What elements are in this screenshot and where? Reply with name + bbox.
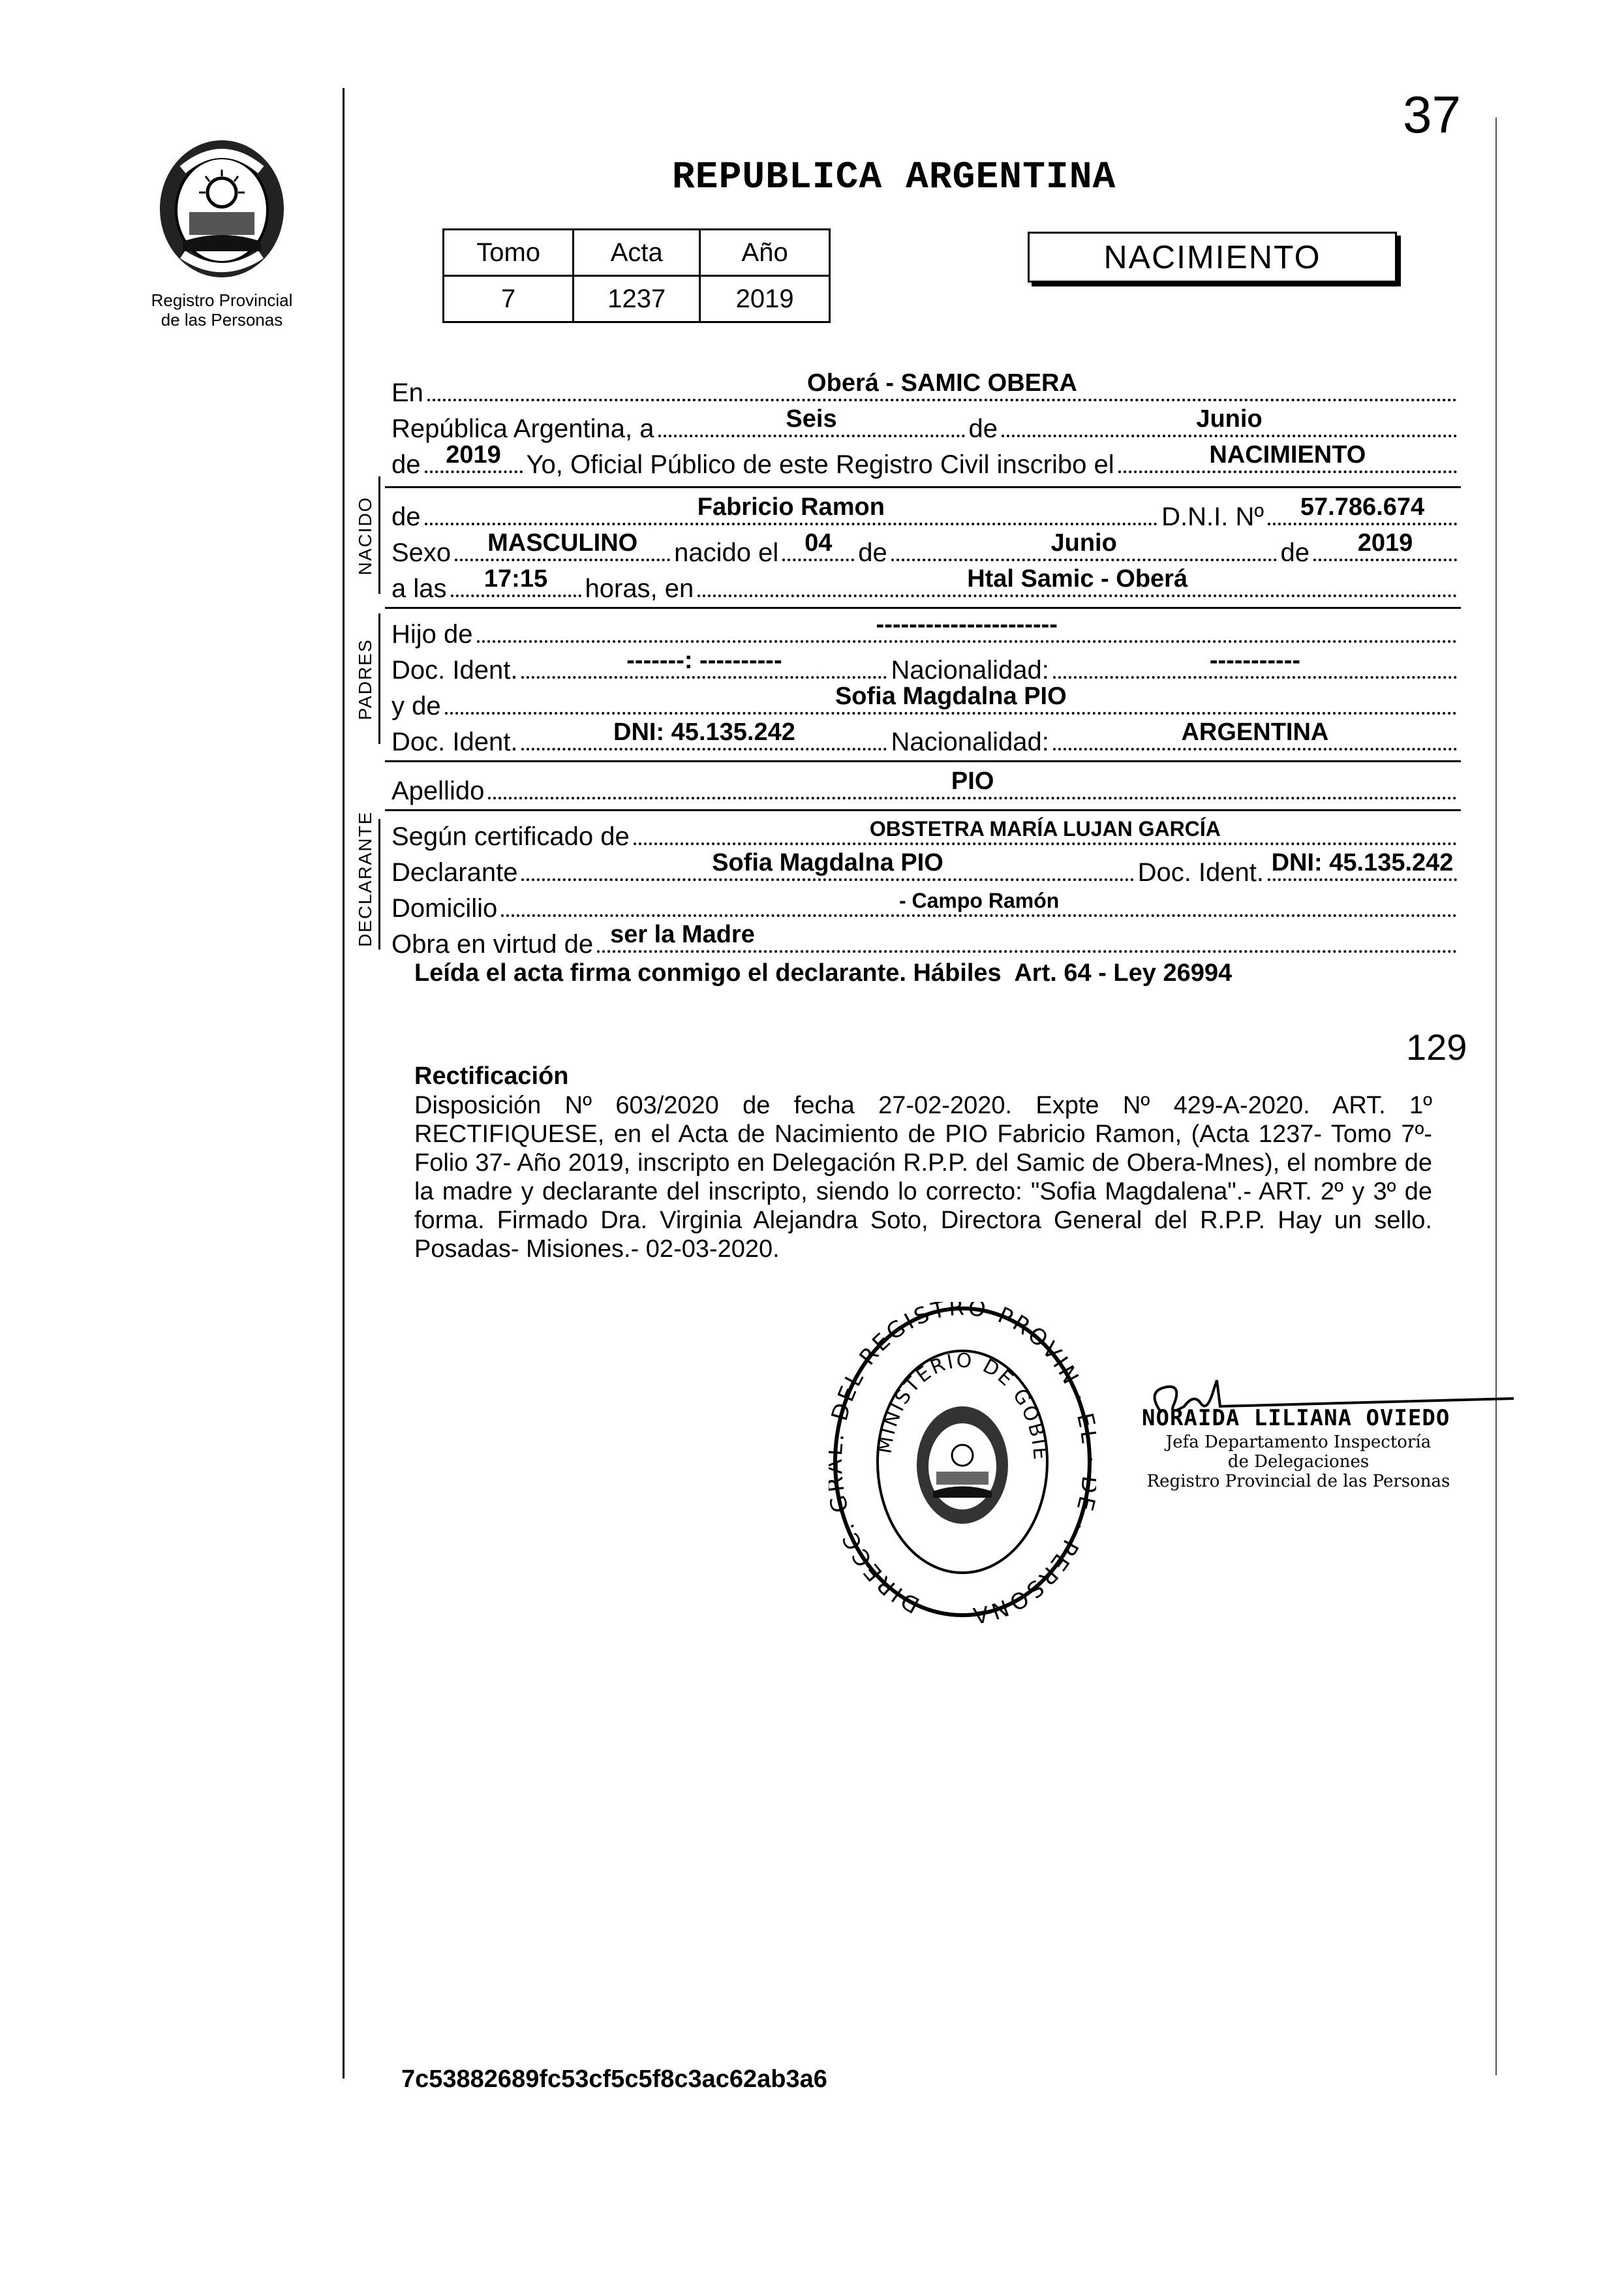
oficial-text: Yo, Oficial Público de este Registro Civil inscribo el xyxy=(526,450,1114,479)
nac-mes-value: Junio xyxy=(1050,529,1117,557)
province-logo xyxy=(144,131,300,287)
decl-doc-value: DNI: 45.135.242 xyxy=(1271,849,1454,876)
signature-title-2: de Delegaciones xyxy=(1227,1452,1370,1472)
value-acta: 1237 xyxy=(574,276,700,322)
doc-type-box xyxy=(1028,232,1397,283)
value-anio: 2019 xyxy=(700,276,830,322)
signature-name: NORAIDA LILIANA OVIEDO xyxy=(1142,1405,1450,1431)
republica-label: República Argentina, a xyxy=(391,414,654,443)
registry-line-2: de las Personas xyxy=(161,310,283,330)
section-nacido: NACIDO xyxy=(355,496,375,576)
rectificacion-number: 129 xyxy=(1406,1027,1467,1068)
declarante-label: Declarante xyxy=(391,858,518,887)
apellido-value: PIO xyxy=(951,767,994,795)
row-anio xyxy=(391,441,1461,480)
right-margin-line xyxy=(1495,117,1497,2075)
tipo-value: NACIMIENTO xyxy=(1209,441,1366,469)
cert-value: OBSTETRA MARÍA LUJAN GARCÍA xyxy=(869,817,1221,841)
official-stamp xyxy=(829,1302,1096,1628)
doc-type-label: NACIMIENTO xyxy=(1103,239,1321,275)
dia-value: Seis xyxy=(786,405,837,433)
nombre-label: de xyxy=(391,502,421,531)
section-padres: PADRES xyxy=(355,638,375,720)
horas-label: horas, en xyxy=(585,574,694,603)
madre-value: Sofia Magdalna PIO xyxy=(835,683,1067,710)
anio-value: 2019 xyxy=(446,441,501,469)
page-number: 37 xyxy=(1403,85,1461,144)
signature-title-3: Registro Provincial de las Personas xyxy=(1146,1472,1450,1491)
de-label: de xyxy=(968,414,998,443)
hijo-label: Hijo de xyxy=(391,620,473,649)
header-anio: Año xyxy=(700,230,830,276)
declarante-bar xyxy=(378,819,380,950)
decl-doc-label: Doc. Ident. xyxy=(1137,858,1264,887)
declarante-value: Sofia Magdalna PIO xyxy=(712,849,943,876)
document-title: REPUBLICA ARGENTINA xyxy=(672,157,1116,199)
nacido-bar xyxy=(378,476,380,594)
domicilio-value: - Campo Ramón xyxy=(898,889,1060,912)
yde-label: y de xyxy=(391,692,441,720)
madre-nac-label: Nacionalidad: xyxy=(891,728,1049,756)
madre-doc-value: DNI: 45.135.242 xyxy=(613,719,795,746)
signature xyxy=(1122,1367,1514,1517)
left-margin-line xyxy=(343,88,345,2079)
sexo-value: MASCULINO xyxy=(487,529,638,557)
madre-nac-value: ARGENTINA xyxy=(1181,719,1329,746)
leida-text: Leída el acta firma conmigo el declarante. Hábiles Art. 64 - Ley 26994 xyxy=(414,959,1233,987)
row-apellido xyxy=(391,767,1461,806)
obra-value: ser la Madre xyxy=(610,921,755,948)
lugar-value: Htal Samic - Oberá xyxy=(967,565,1188,593)
mes-value: Junio xyxy=(1196,405,1263,433)
nombre-value: Fabricio Ramon xyxy=(697,493,885,521)
apellido-label: Apellido xyxy=(391,777,485,805)
ministry-seal-icon xyxy=(829,1302,1096,1628)
section-declarante: DECLARANTE xyxy=(355,811,375,947)
rectificacion-title: Rectificación xyxy=(414,1062,569,1090)
nac-anio-value: 2019 xyxy=(1357,529,1413,557)
obra-label: Obra en virtud de xyxy=(391,930,594,959)
en-value: Oberá - SAMIC OBERA xyxy=(807,369,1077,397)
value-tomo: 7 xyxy=(444,276,574,322)
padre-doc-label: Doc. Ident. xyxy=(391,656,518,685)
en-label: En xyxy=(391,379,423,407)
domicilio-label: Domicilio xyxy=(391,894,498,923)
signature-title-1: Jefa Departamento Inspectoría xyxy=(1165,1432,1432,1452)
padre-nac-value: ----------- xyxy=(1209,647,1301,674)
nac-de-label: de xyxy=(858,538,887,567)
signature-title xyxy=(1135,1432,1462,1491)
dni-label: D.N.I. Nº xyxy=(1161,502,1264,531)
row-obra xyxy=(391,920,1461,959)
nacido-label: nacido el xyxy=(674,538,779,567)
anio-de-label: de xyxy=(391,450,421,479)
sexo-label: Sexo xyxy=(391,538,452,567)
svg-text:DIRECC. GRAL. DEL REGISTRO PRO: DIRECC. DEL REGISTRO PROVIN · · PERSONA xyxy=(829,1302,1094,1628)
nac-de2-label: de xyxy=(1280,538,1310,567)
nac-dia-value: 04 xyxy=(804,529,833,557)
padres-bar xyxy=(378,613,380,744)
registry-line-1: Registro Provincial xyxy=(151,290,293,310)
dni-value: 57.786.674 xyxy=(1300,493,1425,521)
madre-doc-label: Doc. Ident. xyxy=(391,728,518,756)
padre-doc-value: -------: ---------- xyxy=(626,647,782,674)
padre-nac-label: Nacionalidad: xyxy=(891,656,1049,685)
segun-label: Según certificado de xyxy=(391,822,630,851)
header-tomo: Tomo xyxy=(444,230,574,276)
document-hash: 7c53882689fc53cf5c5f8c3ac62ab3a6 xyxy=(401,2065,827,2093)
hora-value: 17:15 xyxy=(483,565,548,593)
registry-caption xyxy=(117,290,326,330)
rectificacion-body: Disposición Nº 603/2020 de fecha 27-02-2020. Expte Nº 429-A-2020. ART. 1º RECTIFIQUESE, en el Acta de Nacimiento de PIO Fabricio Ramon, (Acta 1237- Tomo 7º- Folio 37- Año 2019, inscripto en Delegación R.P.P. del Samic de Obera-Mnes), el nombre de la madre y declarante del inscripto, siendo lo correcto: "Sofia Magdalena".- ART. 2º y 3º de forma. Firmado Dra. Virginia Alejandra Soto, Directora General del R.P.P. Hay un sello. Posadas- Misiones.- 02-03-2020. xyxy=(414,1092,1432,1263)
svg-text:MINISTERIO DE GOBIERNO: MINISTERIO DE GOBIE xyxy=(873,1349,1052,1462)
alas-label: a las xyxy=(391,574,447,603)
province-seal-icon xyxy=(144,131,300,287)
header-acta: Acta xyxy=(574,230,700,276)
hijo-value: ---------------------- xyxy=(876,611,1058,638)
row-madre-doc xyxy=(391,718,1461,757)
acta-table xyxy=(442,228,831,323)
row-hora xyxy=(391,564,1461,604)
